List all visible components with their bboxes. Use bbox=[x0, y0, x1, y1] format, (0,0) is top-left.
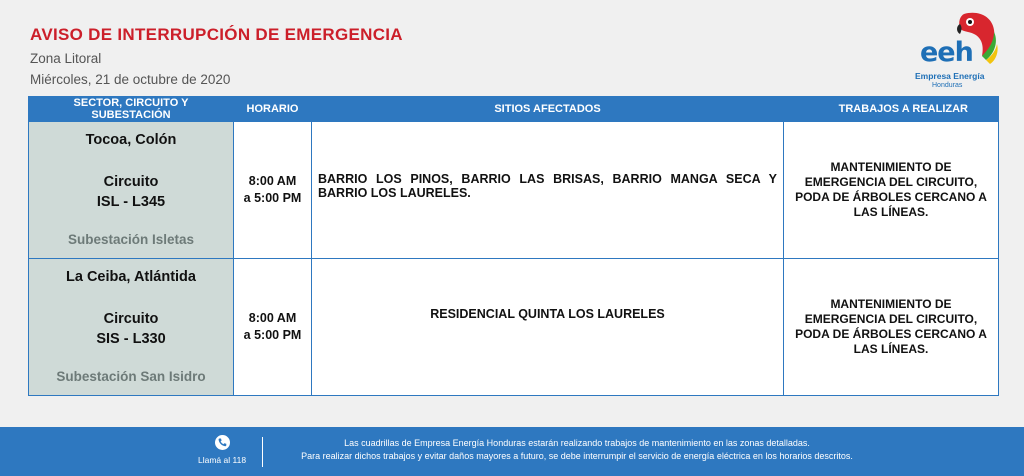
sector-cell bbox=[29, 259, 234, 396]
phone-label: Llamá al 118 bbox=[198, 455, 247, 465]
schedule-end: a 5:00 PM bbox=[243, 328, 302, 342]
page-title: AVISO DE INTERRUPCIÓN DE EMERGENCIA bbox=[30, 25, 403, 44]
circuit-code: SIS - L330 bbox=[96, 331, 166, 347]
works-cell: MANTENIMIENTO DE EMERGENCIA DEL CIRCUITO, PODA DE ÁRBOLES CERCANO A LAS LÍNEAS. bbox=[784, 259, 999, 396]
zone-label: Zona Litoral bbox=[30, 51, 102, 66]
logo-company: Empresa Energía bbox=[915, 71, 985, 81]
col-sites: SITIOS AFECTADOS bbox=[312, 97, 784, 122]
footer-banner bbox=[0, 427, 1024, 476]
schedule-end: a 5:00 PM bbox=[243, 191, 302, 205]
table-header-row bbox=[29, 97, 999, 122]
col-sector: SECTOR, CIRCUITO Y SUBESTACIÓN bbox=[29, 97, 234, 122]
schedule-start: 8:00 AM bbox=[248, 311, 297, 325]
circuit-label: Circuito bbox=[103, 174, 159, 190]
table-row bbox=[29, 259, 999, 396]
place-name: Tocoa, Colón bbox=[85, 132, 177, 148]
logo-text: eeh bbox=[920, 37, 973, 68]
circuit-label: Circuito bbox=[103, 311, 159, 327]
logo-country: Honduras bbox=[932, 82, 963, 89]
footer-line-1: Las cuadrillas de Empresa Energía Honduras estarán realizando trabajos de mantenimiento en las zonas detalladas. bbox=[344, 438, 810, 448]
outage-table bbox=[28, 96, 998, 396]
circuit-info bbox=[29, 309, 233, 349]
date-label: Miércoles, 21 de octubre de 2020 bbox=[30, 72, 231, 87]
circuit-code: ISL - L345 bbox=[96, 194, 166, 210]
schedule-cell bbox=[234, 259, 312, 396]
table-row bbox=[29, 122, 999, 259]
footer-divider bbox=[262, 437, 263, 467]
sites-cell: RESIDENCIAL QUINTA LOS LAURELES bbox=[312, 259, 784, 396]
sector-cell bbox=[29, 122, 234, 259]
col-schedule: HORARIO bbox=[234, 97, 312, 122]
substation-name: Subestación San Isidro bbox=[56, 369, 206, 384]
sites-cell: BARRIO LOS PINOS, BARRIO LAS BRISAS, BARRIO MANGA SECA Y BARRIO LOS LAURELES. bbox=[312, 122, 784, 259]
phone-icon bbox=[215, 435, 230, 450]
footer-notice bbox=[272, 437, 882, 463]
footer-line-2: Para realizar dichos trabajos y evitar daños mayores a futuro, se debe interrumpir el servicio de energía eléctrica en los horarios descritos. bbox=[301, 451, 853, 461]
place-name: La Ceiba, Atlántida bbox=[66, 269, 196, 285]
schedule-cell bbox=[234, 122, 312, 259]
works-cell: MANTENIMIENTO DE EMERGENCIA DEL CIRCUITO, PODA DE ÁRBOLES CERCANO A LAS LÍNEAS. bbox=[784, 122, 999, 259]
schedule-start: 8:00 AM bbox=[248, 174, 297, 188]
substation-name: Subestación Isletas bbox=[67, 232, 195, 247]
circuit-info bbox=[29, 172, 233, 212]
eeh-logo bbox=[912, 10, 1002, 90]
col-works: TRABAJOS A REALIZAR bbox=[784, 97, 999, 122]
